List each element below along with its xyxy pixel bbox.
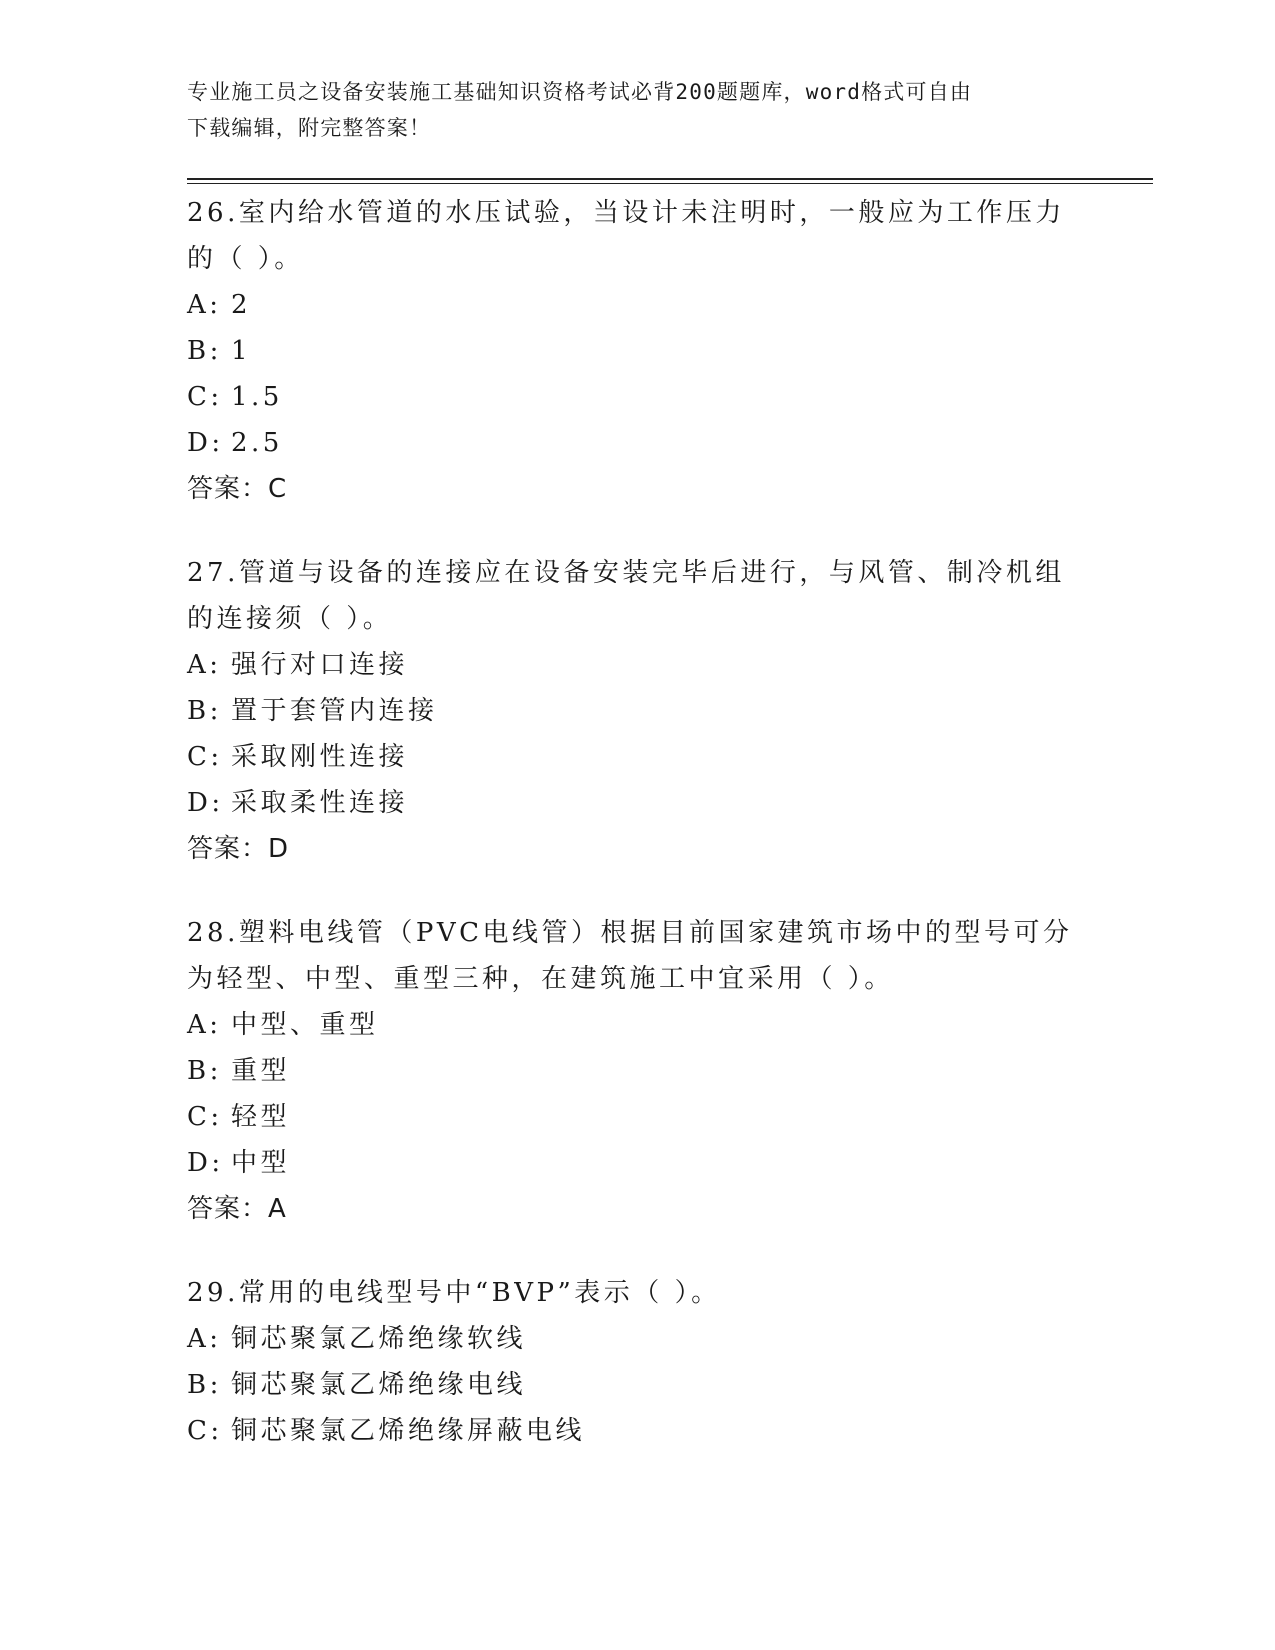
option-key: B: [187,336,222,366]
answer-line: 答案：D [187,834,290,864]
option-d [187,420,1087,466]
option-key: B: [187,696,222,726]
option-d [187,780,1087,826]
option-key: B: [187,1370,222,1400]
option-a [187,642,1087,688]
answer-line: 答案：C [187,474,288,504]
option-a [187,1002,1087,1048]
option-text: 1 [231,336,252,366]
option-text: 铜芯聚氯乙烯绝缘软线 [231,1324,527,1354]
option-key: D: [187,1148,224,1178]
option-key: B: [187,1056,222,1086]
document-header [187,74,1077,146]
question-stem: 28.塑料电线管（PVC电线管）根据目前国家建筑市场中的型号可分为轻型、中型、重型三种，在建筑施工中宜采用（ ）。 [187,918,1073,994]
option-key: A: [187,1324,222,1354]
option-a [187,282,1087,328]
option-c [187,374,1087,420]
option-text: 重型 [231,1056,291,1086]
option-text: 2 [231,290,252,320]
option-key: A: [187,650,222,680]
option-text: 轻型 [231,1102,291,1132]
option-d [187,1140,1087,1186]
option-text: 中型、重型 [231,1010,379,1040]
answer-line: 答案：A [187,1194,287,1224]
option-key: D: [187,788,224,818]
header-divider-thin [187,183,1153,184]
option-b [187,688,1087,734]
header-line-2: 下载编辑，附完整答案！ [187,116,432,140]
option-key: A: [187,1010,222,1040]
question-29 [187,1270,1087,1454]
header-line-1: 专业施工员之设备安装施工基础知识资格考试必背200题题库，word格式可自由 [187,80,973,104]
question-stem: 27.管道与设备的连接应在设备安装完毕后进行，与风管、制冷机组的连接须（ ）。 [187,558,1065,634]
option-text: 采取柔性连接 [231,788,409,818]
option-text: 中型 [231,1148,291,1178]
option-key: C: [187,1416,223,1446]
option-b [187,328,1087,374]
question-26 [187,190,1087,512]
question-list [187,190,1087,1492]
option-text: 采取刚性连接 [231,742,409,772]
option-c [187,1408,1087,1454]
option-b [187,1048,1087,1094]
option-a [187,1316,1087,1362]
option-text: 1.5 [231,382,283,412]
option-text: 2.5 [231,428,283,458]
option-key: D: [187,428,224,458]
option-text: 置于套管内连接 [231,696,438,726]
option-key: C: [187,1102,223,1132]
option-c [187,1094,1087,1140]
option-key: C: [187,742,223,772]
option-text: 铜芯聚氯乙烯绝缘屏蔽电线 [231,1416,586,1446]
question-stem: 26.室内给水管道的水压试验，当设计未注明时，一般应为工作压力的（ ）。 [187,198,1065,274]
question-28 [187,910,1087,1232]
option-key: A: [187,290,222,320]
option-key: C: [187,382,223,412]
question-stem: 29.常用的电线型号中“BVP”表示（ ）。 [187,1278,721,1308]
option-text: 强行对口连接 [231,650,409,680]
option-b [187,1362,1087,1408]
option-c [187,734,1087,780]
question-27 [187,550,1087,872]
header-divider [187,178,1153,180]
option-text: 铜芯聚氯乙烯绝缘电线 [231,1370,527,1400]
